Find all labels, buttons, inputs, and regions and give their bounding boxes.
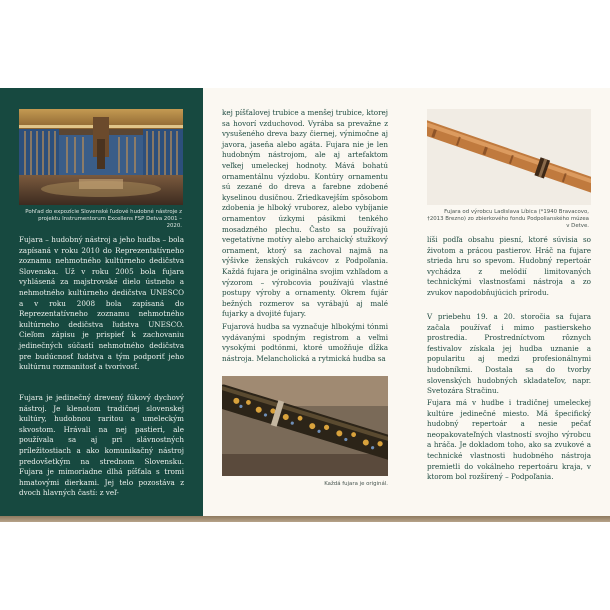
left-paragraph-1: Fujara – hudobný nástroj a jeho hudba – bola zapísaná v roku 2010 do Reprezentatívneho zoznamu nehmotného kultúrneho dedičstva Slovenska. Už v roku 2005 bola fujara vyhlásená za majstrovské dielo ústneho a nehmotného kultúrneho dedičstva UNESCO a v roku 2008 bola zapísaná do Reprezentatívneho zoznamu nehmotného kultúrneho dedičstva ľudstva UNESCO. Cieľom zápisu je prispieť k zachovaniu jedinečných súčastí nehmotného dedičstva pre budúcnosť ľudstva a tým podporiť jeho kultúrnu rozmanitosť a tvorivosť.	[19, 235, 184, 372]
exhibition-photo	[19, 109, 183, 205]
fujara-detail-caption: Každá fujara je originál.	[324, 481, 388, 487]
right-column	[407, 88, 610, 516]
middle-paragraph-2: Fujarová hudba sa vyznačuje hlbokými tónmi vydávanými spodným registrom a veľmi vysokými podtónmi, ktoré umožňuje dĺžka nástroja. Melancholická a rytmická hudba sa	[222, 322, 388, 363]
right-paragraph-2: V priebehu 19. a 20. storočia sa fujara začala používať i mimo pastierskeho prostredia. Prostredníctvom rôznych festivalov získala jej hudba uznanie a popularitu aj medzi profesionálnymi hudobníkmi. Dostala sa do tvorby slovenských hudobných skladateľov, napr. Svetozára Stračinu.	[427, 312, 591, 396]
middle-paragraph-1: kej píšťalovej trubice a menšej trubice, ktorej sa hovorí vzduchovod. Vyrába sa prevažne z vysušeného dreva bazy čiernej, výnimočne aj javora, jaseňa alebo agáta. Fujara nie je len hudobným nástrojom, ale aj artefaktom veľkej umeleckej hodnoty. Mává bohatú ornamentálnu výzdobu. Kontúry ornamentu sú zezané do dreva a farebne zdobené kyselinou dusičnou. Zriedkavejším spôsobom zdobenia je hlboký vruborez, alebo vybíjanie ornamentov úzkymi pásikmi tenkého mosadzného plechu. Často sa používajú vegetatívne motívy alebo archaický stužkový ornament, ktorý sa zachoval najmä na výšivke ženských rukávcov z Podpoľania. Každá fujara je originálna svojim vzhľadom a výzorom – výrobcovia používajú vlastné postupy výroby a ornamenty. Okrem fujár bežných rozmerov sa vyrábajú aj malé fujarky a dvojité fujary.	[222, 108, 388, 319]
right-paragraph-1: líši podľa obsahu piesní, ktoré súvisia so životom a prácou pastierov. Hráč na fujare strieda hru so spevom. Hudobný repertoár vychádza z melódií limitovaných technickými vlastnosťami nástroja a zo zvukov napodobňujúcich prírodu.	[427, 235, 591, 297]
middle-column	[203, 88, 407, 516]
bottom-edge-band	[0, 516, 610, 522]
fujara-detail-photo	[222, 376, 388, 476]
fujara-instrument-photo	[427, 109, 591, 205]
fujara-instrument-caption: Fujara od výrobcu Ladislava Líbica (*1940 Bravacovo, †2013 Brezno) zo zbierkového fondu Podpolianského múzea v Detve.	[427, 209, 589, 229]
exhibition-photo-caption: Pohľad do expozície Slovenské ľudové hudobné nástroje z projektu Instrumentorum Excellens FSP Detva 2001 – 2020.	[25, 209, 182, 229]
left-column	[0, 88, 203, 516]
right-paragraph-3: Fujara má v hudbe i tradičnej umeleckej kultúre jedinečné miesto. Má špecifický hudobný repertoár a nesie pečať neopakovateľných vlastností svojho výrobcu a hráča. Je dokladom toho, ako sa zvukové a technické vlastnosti hudobného nástroja premietli do vokálneho repertoáru kraja, v ktorom bol rozšírený – Podpoľania.	[427, 398, 591, 482]
left-paragraph-2: Fujara je jedinečný drevený fúkový dychový nástroj. Je klenotom tradičnej slovenskej kultúry, hudobnou raritou a umeleckým skvostom. Hrávali na nej pastieri, ale používala sa aj pri slávnostných príležitostiach a ako komunikačný nástroj predovšetkým na strednom Slovensku. Fujara je mimoriadne dlhá píšťala s tromi hmatovými dierkami. Jej telo pozostáva z dvoch hlavných častí: z veľ-	[19, 393, 184, 498]
brochure-spread	[0, 88, 610, 516]
